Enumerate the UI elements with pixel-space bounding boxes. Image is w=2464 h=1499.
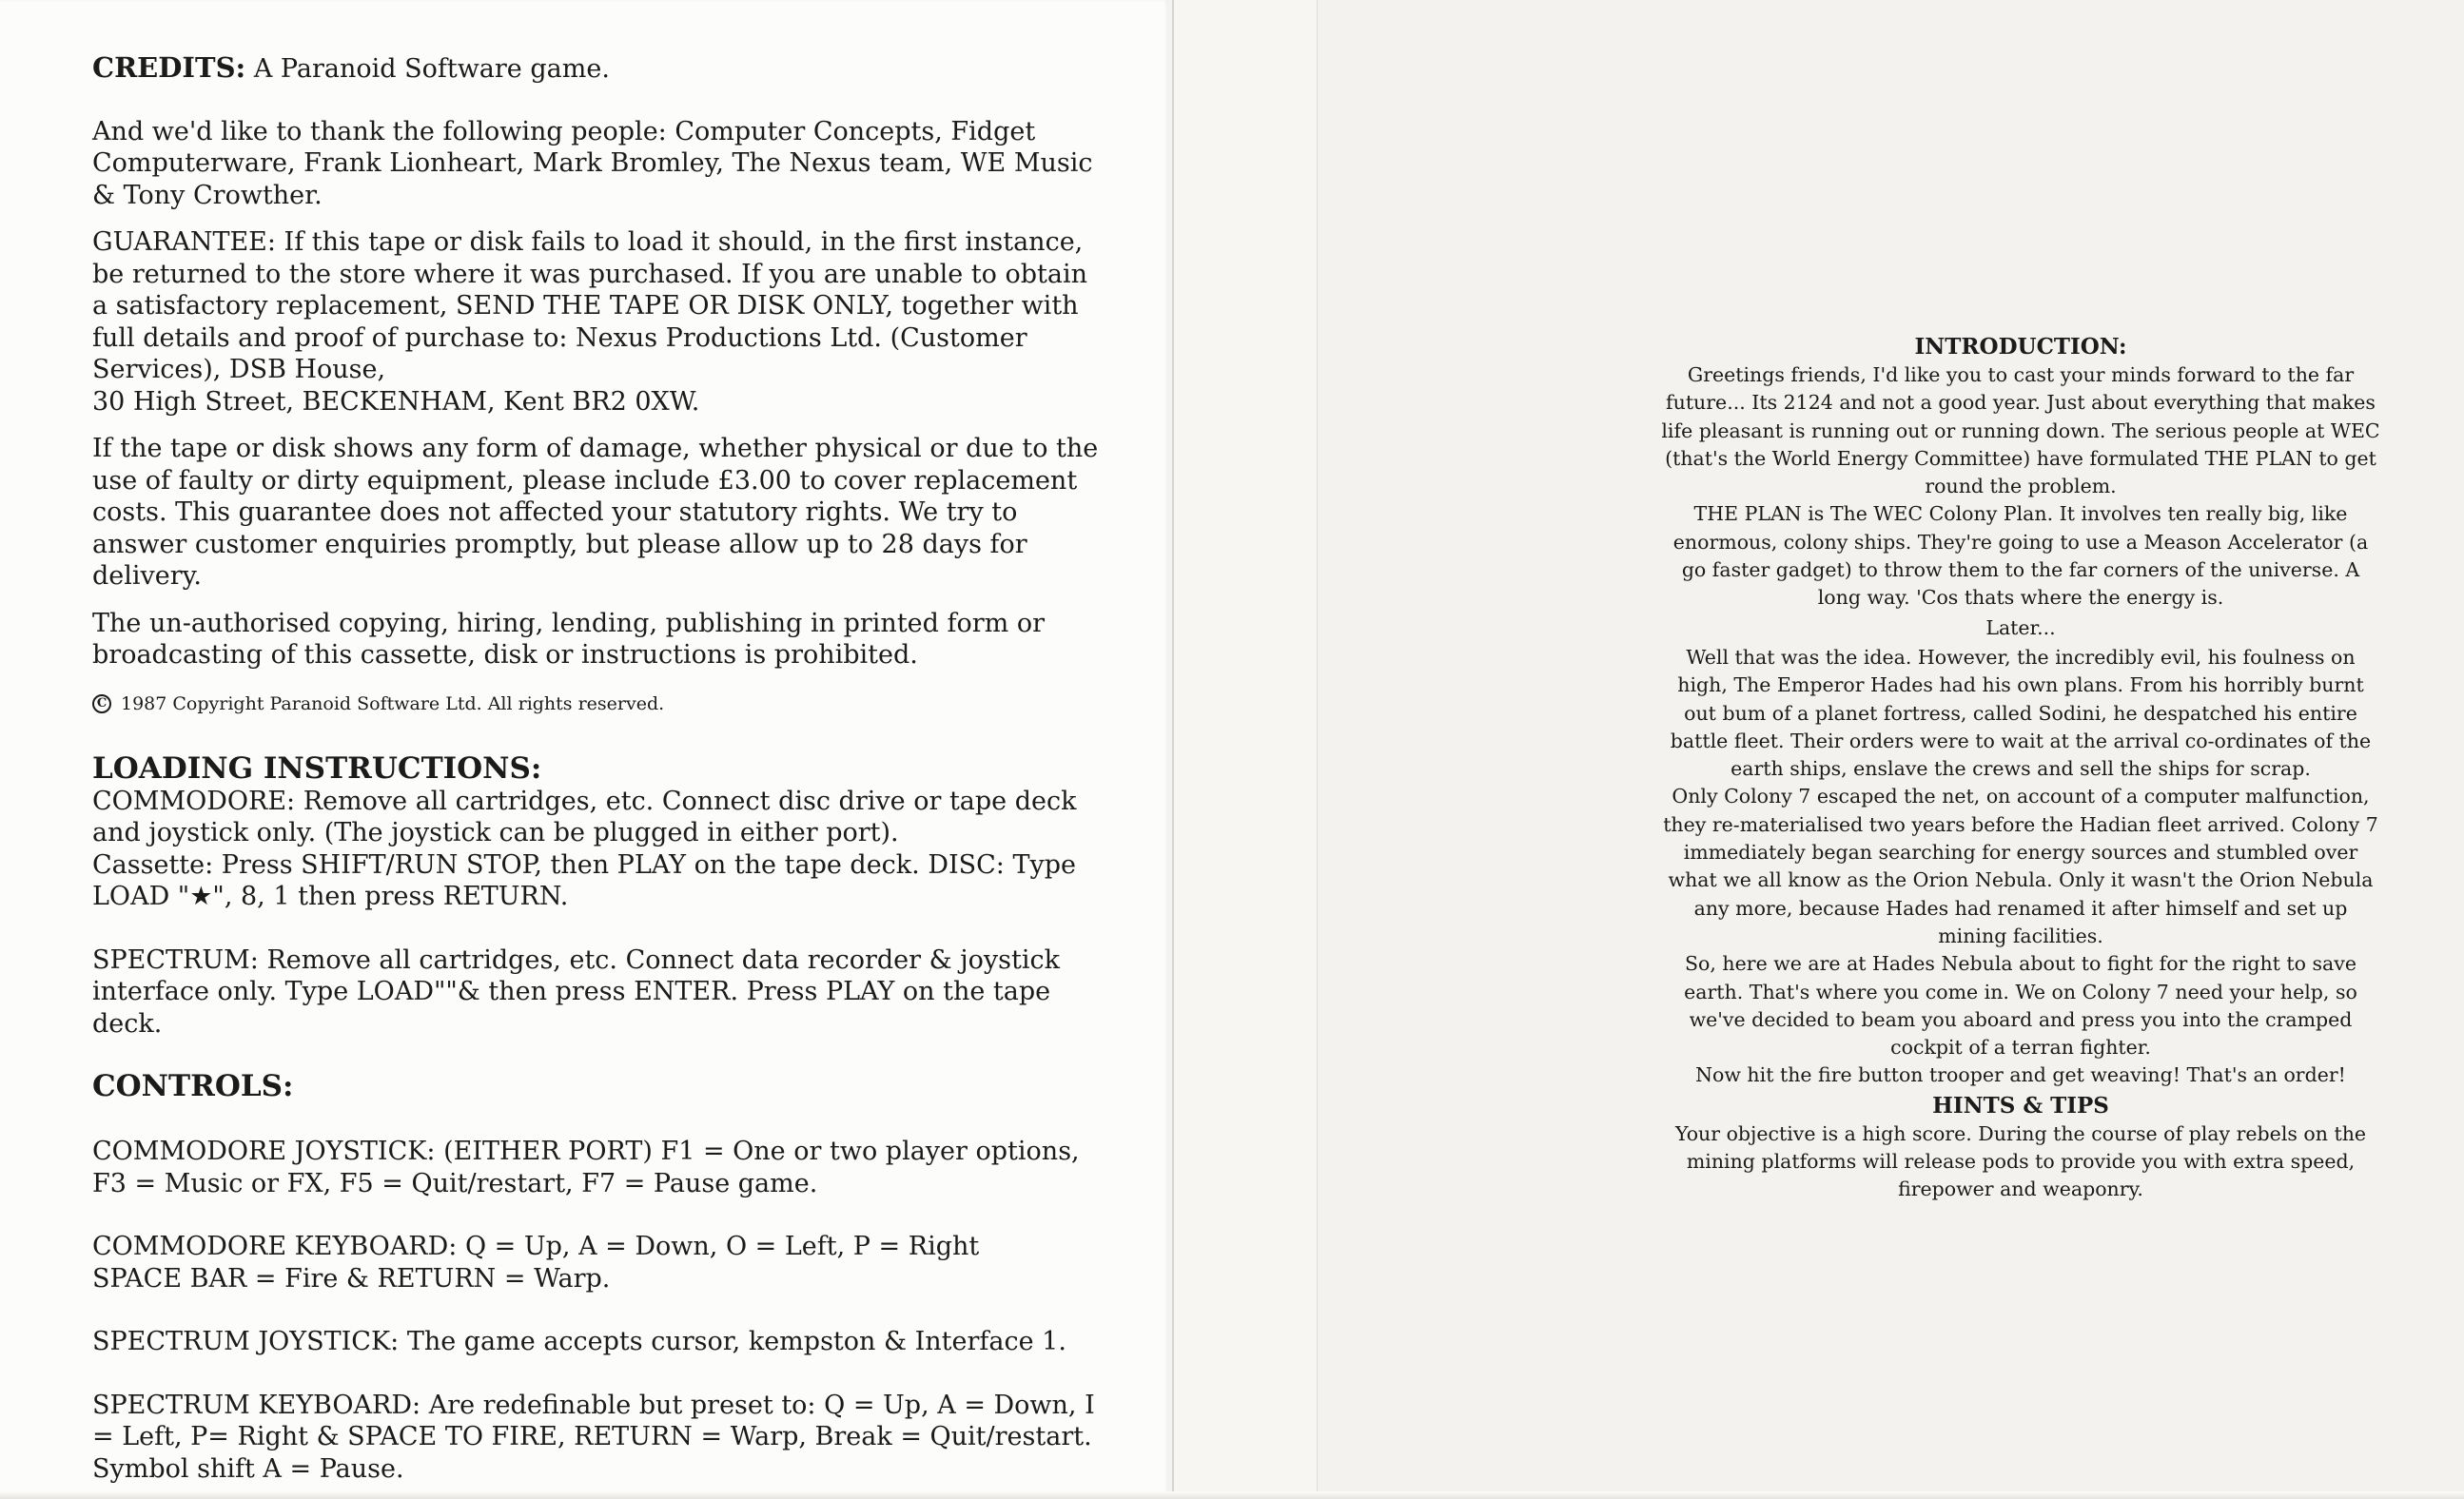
- copyright-icon: C: [92, 694, 111, 713]
- intro-paragraph-1: Greetings friends, I'd like you to cast your minds forward to the far future... Its 2124 and not a good year. Just about everything that makes life pleasant is running out or running down. The serious people at WEC (that's the World Energy Committee) have formulated THE PLAN to get round the problem.: [1661, 363, 2380, 498]
- copyright-text: 1987 Copyright Paranoid Software Ltd. All rights reserved.: [121, 692, 665, 714]
- spectrum-joystick: SPECTRUM JOYSTICK: The game accepts cursor, kempston & Interface 1.: [92, 1327, 1066, 1356]
- intro-paragraph-3: Well that was the idea. However, the incredibly evil, his foulness on high, The Emperor Hades had his own plans. From his horribly burnt out bum of a planet fortress, called Sodini, he despatched his entire battle fleet. Their orders were to wait at the arrival co-ordinates of the earth ships, enslave the crews and sell the ships for scrap.: [1670, 645, 2372, 781]
- spectrum-keyboard: SPECTRUM KEYBOARD: Are redefinable but preset to: Q = Up, A = Down, I = Left, P= Right & SPACE TO FIRE, RETURN = Warp, Break = Quit/restart. Symbol shift A = Pause.: [92, 1390, 1095, 1484]
- commodore-keyboard-line-1: COMMODORE KEYBOARD: Q = Up, A = Down, O = Left, P = Right: [92, 1232, 980, 1261]
- copyright-line: [92, 692, 1101, 715]
- credits-text: A Paranoid Software game.: [245, 54, 610, 84]
- copying-notice: The un-authorised copying, hiring, lending, publishing in printed form or broadcasting of this cassette, disk or instructions is prohibited.: [92, 608, 1046, 670]
- introduction-heading: INTRODUCTION:: [1914, 334, 2127, 360]
- loading-commodore-cassette: Cassette: Press SHIFT/RUN STOP, then PLAY on the tape deck. DISC: Type LOAD "★", 8, 1 then press RETURN.: [92, 849, 1076, 911]
- scan-bottom-edge: [0, 1491, 2464, 1499]
- intro-paragraph-4: Only Colony 7 escaped the net, on account of a computer malfunction, they re-materialised two years before the Hadian fleet arrived. Colony 7 immediately began searching for energy sources and stumbled over what we all know as the Orion Nebula. Only it wasn't the Orion Nebula any more, because Hades had renamed it after himself and set up mining facilities.: [1663, 785, 2378, 947]
- damage-paragraph: If the tape or disk shows any form of damage, whether physical or due to the use of faulty or dirty equipment, please include £3.00 to cover replacement costs. This guarantee does not affected your statutory rights. We try to answer customer enquiries promptly, but please allow up to 28 days for delivery.: [92, 434, 1099, 591]
- left-page-text: [92, 52, 1101, 1485]
- loading-heading: LOADING INSTRUCTIONS:: [92, 750, 542, 786]
- thanks-paragraph: And we'd like to thank the following people: Computer Concepts, Fidget Computerware, Frank Lionheart, Mark Bromley, The Nexus team, WE Music & Tony Crowther.: [92, 116, 1093, 210]
- intro-paragraph-6: Now hit the fire button trooper and get weaving! That's an order!: [1695, 1063, 2346, 1087]
- guarantee-paragraph: GUARANTEE: If this tape or disk fails to load it should, in the first instance, be returned to the store where it was purchased. If you are unable to obtain a satisfactory replacement, SEND THE TAPE OR DISK ONLY, together with full details and proof of purchase to: Nexus Productions Ltd. (Customer Services), DSB House,: [92, 227, 1087, 384]
- hints-heading: HINTS & TIPS: [1932, 1092, 2109, 1119]
- credits-label: CREDITS:: [92, 51, 246, 84]
- right-page-text: [1659, 333, 2382, 1204]
- loading-spectrum: SPECTRUM: Remove all cartridges, etc. Connect data recorder & joystick interface only. Type LOAD""& then press ENTER. Press PLAY on the tape deck.: [92, 944, 1060, 1039]
- loading-commodore: COMMODORE: Remove all cartridges, etc. Connect disc drive or tape deck and joystick only. (The joystick can be plugged in either port).: [92, 786, 1077, 847]
- center-fold: [1172, 0, 1318, 1499]
- intro-paragraph-2: THE PLAN is The WEC Colony Plan. It involves ten really big, like enormous, colony ships. They're going to use a Meason Accelerator (a go faster gadget) to throw them to the far corners of the universe. A long way. 'Cos thats where the energy is.: [1672, 502, 2369, 610]
- guarantee-address: 30 High Street, BECKENHAM, Kent BR2 0XW.: [92, 386, 700, 417]
- hints-paragraph: Your objective is a high score. During the course of play rebels on the mining platforms will release pods to provide you with extra speed, firepower and weaponry.: [1674, 1121, 2367, 1201]
- intro-later: Later...: [1985, 615, 2056, 639]
- intro-paragraph-5: So, here we are at Hades Nebula about to fight for the right to save earth. That's where you come in. We on Colony 7 need your help, so we've decided to beam you aboard and press you into the cramped cockpit of a terran fighter.: [1684, 952, 2357, 1060]
- controls-heading: CONTROLS:: [92, 1069, 294, 1103]
- credits-line: [92, 52, 1101, 86]
- commodore-keyboard-line-2: SPACE BAR = Fire & RETURN = Warp.: [92, 1263, 611, 1294]
- commodore-joystick: COMMODORE JOYSTICK: (EITHER PORT) F1 = One or two player options, F3 = Music or FX, F5 = Quit/restart, F7 = Pause game.: [92, 1137, 1080, 1198]
